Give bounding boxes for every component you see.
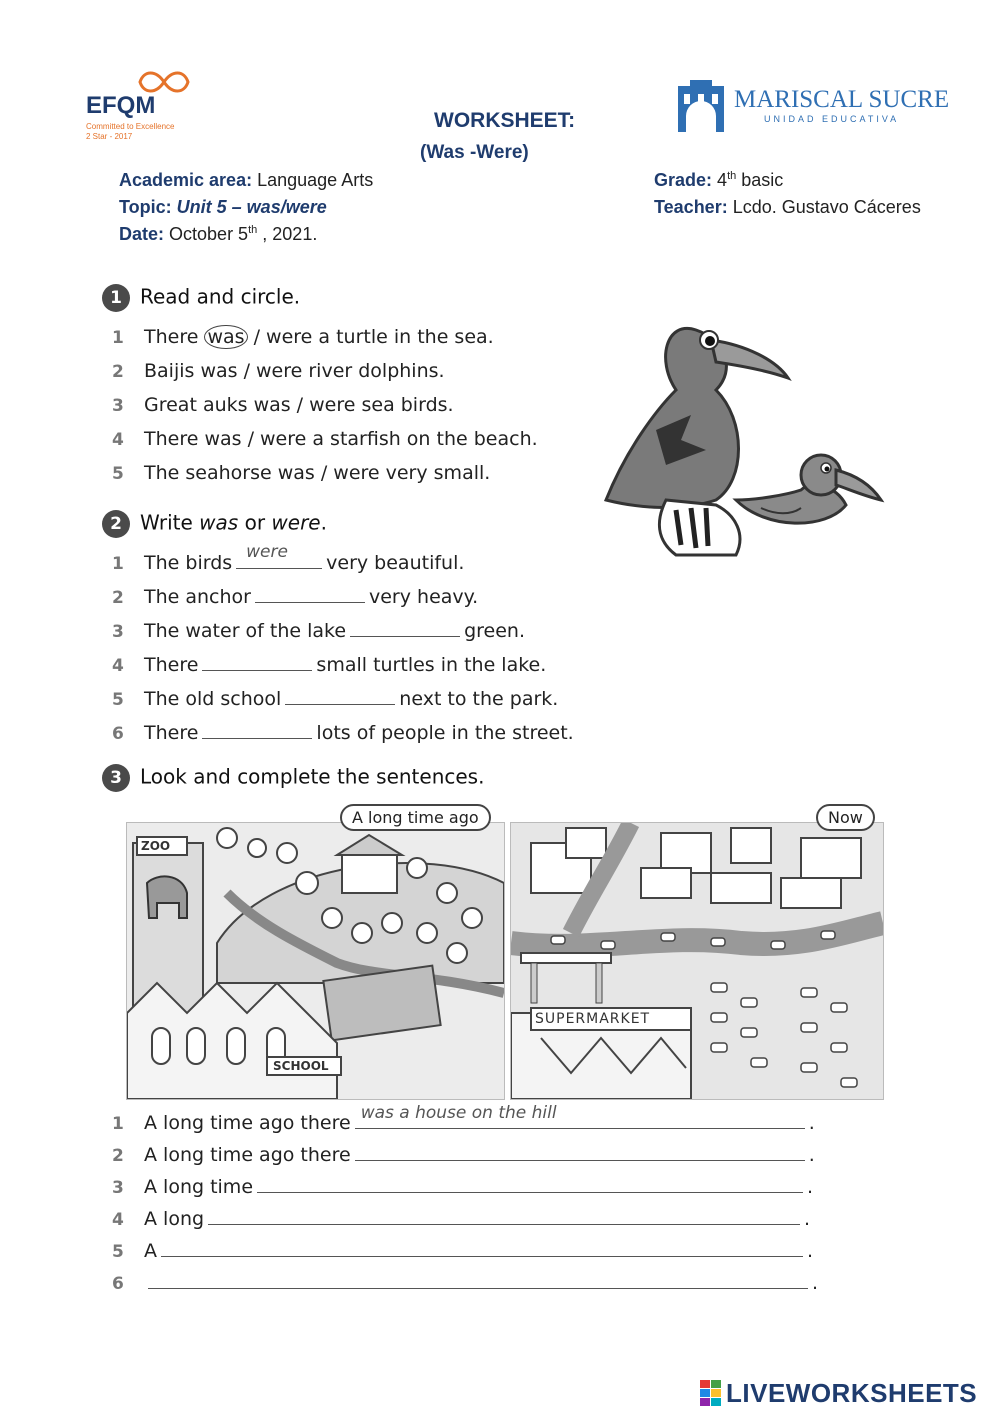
grade: Grade: 4th basic xyxy=(654,170,784,190)
list-item: 3 The water of the lake green. xyxy=(112,614,574,648)
section3-number-badge: 3 xyxy=(102,764,130,792)
answer-blank[interactable]: were xyxy=(236,546,322,569)
zoo-sign: ZOO xyxy=(141,839,171,853)
answer-blank[interactable] xyxy=(202,648,312,671)
section2-title: 2 Write was or were. xyxy=(102,510,327,538)
list-item: 1 The birds were very beautiful. xyxy=(112,542,465,574)
section2-list xyxy=(112,542,574,750)
list-item[interactable]: 2 Baijis was / were river dolphins. xyxy=(112,360,445,382)
efqm-logo xyxy=(86,66,196,146)
efqm-tagline: Committed to Excellence xyxy=(86,122,175,131)
birds-illustration xyxy=(596,300,886,562)
section1-number-badge: 1 xyxy=(102,284,130,312)
caption-now: Now xyxy=(816,804,875,831)
worksheet-title: WORKSHEET: xyxy=(434,109,576,132)
teacher: Teacher: Lcdo. Gustavo Cáceres xyxy=(654,197,921,217)
answer-blank[interactable] xyxy=(161,1234,803,1257)
section3-list xyxy=(112,1103,832,1298)
section2-number-badge: 2 xyxy=(102,510,130,538)
list-item: 6 There lots of people in the street. xyxy=(112,716,574,750)
list-item[interactable]: 4 There was / were a starfish on the beach. xyxy=(112,428,538,450)
answer-blank[interactable] xyxy=(257,1170,803,1193)
list-item: 3 A long time . xyxy=(112,1170,832,1202)
school-logo xyxy=(676,80,950,136)
list-item: 1 There was / were a turtle in the sea. xyxy=(112,326,494,348)
list-item: 6 . xyxy=(112,1266,832,1298)
list-item: 5 The old school next to the park. xyxy=(112,682,574,716)
circled-answer[interactable]: was xyxy=(204,325,247,349)
answer-blank[interactable] xyxy=(285,682,395,705)
list-item[interactable]: 3 Great auks was / were sea birds. xyxy=(112,394,454,416)
liveworksheets-text: LIVEWORKSHEETS xyxy=(726,1377,978,1408)
list-item[interactable]: 5 The seahorse was / were very small. xyxy=(112,462,491,484)
list-item: 4 A long . xyxy=(112,1202,832,1234)
answer-blank[interactable] xyxy=(148,1266,808,1289)
caption-long-time-ago: A long time ago xyxy=(340,804,491,831)
efqm-stars: 2 Star - 2017 xyxy=(86,132,133,141)
academic-area: Academic area: Language Arts xyxy=(119,170,374,190)
section3-title: 3 Look and complete the sentences. xyxy=(102,764,484,792)
school-logo-sub: UNIDAD EDUCATIVA xyxy=(764,114,900,124)
list-item: 2 A long time ago there . xyxy=(112,1138,832,1170)
answer-blank[interactable] xyxy=(202,716,312,739)
modern-town-illustration xyxy=(511,823,883,1099)
list-item: 1 A long time ago there was a house on the hill . xyxy=(112,1103,815,1134)
picture-long-time-ago xyxy=(126,822,505,1100)
efqm-logo-text: EFQM xyxy=(86,92,156,119)
answer-blank[interactable] xyxy=(350,614,460,637)
answer-blank[interactable] xyxy=(255,580,365,603)
answer-blank[interactable]: was a house on the hill xyxy=(355,1106,805,1129)
list-item: 4 There small turtles in the lake. xyxy=(112,648,574,682)
worksheet-subtitle: (Was -Were) xyxy=(420,142,529,163)
answer-blank[interactable] xyxy=(208,1202,800,1225)
section1-list xyxy=(112,320,538,490)
answer-blank[interactable] xyxy=(355,1138,805,1161)
liveworksheets-logo xyxy=(700,1378,977,1408)
section1-title: 1 Read and circle. xyxy=(102,284,300,312)
topic: Topic: Unit 5 – was/were xyxy=(119,197,327,217)
old-town-illustration xyxy=(127,823,504,1099)
list-item: 2 The anchor very heavy. xyxy=(112,580,574,614)
list-item: 5 A . xyxy=(112,1234,832,1266)
school-sign: SCHOOL xyxy=(273,1059,329,1073)
supermarket-sign: SUPERMARKET xyxy=(535,1011,651,1027)
liveworksheets-blocks-icon xyxy=(700,1380,722,1406)
school-building-icon xyxy=(676,80,726,134)
school-logo-name: MARISCAL SUCRE xyxy=(734,86,950,113)
picture-now xyxy=(510,822,884,1100)
date: Date: October 5th , 2021. xyxy=(119,224,318,244)
